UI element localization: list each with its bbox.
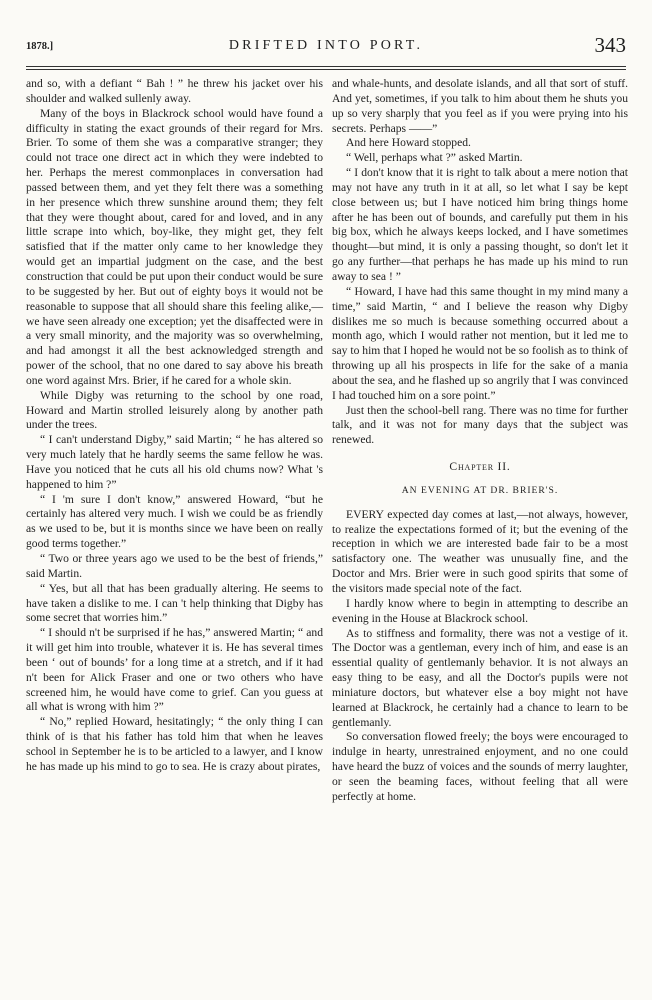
paragraph: I hardly know where to begin in attempting to describe an evening in the House at Blackrock school. <box>332 596 628 625</box>
paragraph: Many of the boys in Blackrock school would have found a difficulty in stating the exact grounds of their regard for Mrs. Brier. To some of them she was a comparative stranger; they could not trace one direct act in which they were indebted to her. Perhaps the merest commonplaces in conversation had passed between them, and yet they felt there was a something in her presence which threw sunshine around them; they felt that they were thought about, cared for and loved, and in any little scrape into which, boy-like, they might get, they felt satisfied that if the matter only came to her knowledge they would get an impartial judgment on the case, and the best construction that could be put upon their conduct would be sure to be suggested by her. But out of eighty boys it would not be reasonable to suppose that all should share this feeling alike,—we have seen already one exception; yet the disaffected were in a very small minority, and the majority was so overwhelming, and had amongst it all the best acknowledged strength and power of the school, that no one dared to say above his breath one word against Mrs. Brier, if he cared for a whole skin. <box>26 106 323 387</box>
paragraph: “ Howard, I have had this same thought in my mind many a time,” said Martin, “ and I believe the reason why Digby dislikes me so much is because something occurred about a month ago, which I would rather not mention, but it led me to say to him that I hoped he would not be so foolish as to think of throwing up all his prospects in life for the sake of a mania about the sea, and he flashed up so angrily that I was convinced I had touched him on a sore point.” <box>332 284 628 402</box>
paragraph: “ I should n't be surprised if he has,” answered Martin; “ and it will get him into trouble, whatever it is. He has several times been ‘ out of bounds’ for a long time at a stretch, and if it had n't been for Alick Fraser and one or two others who have screened him, he would have come to grief. Can you guess at all what is wrong with him ?” <box>26 626 323 714</box>
paragraph: “ Well, perhaps what ?” asked Martin. <box>346 151 523 165</box>
paragraph: As to stiffness and formality, there was not a vestige of it. The Doctor was a gentleman, every inch of him, and ease is an essential quality of gentlemanly behavior. It is not always an easy thing to be easy, and all the Doctor's pupils were not miniature doctors, but whatever else a boy might not have learned at Blackrock, he certainly had a chance to learn to be gentlemanly. <box>332 626 628 729</box>
running-title: DRIFTED INTO PORT. <box>228 38 424 53</box>
paragraph: and whale-hunts, and desolate islands, and all that sort of stuff. And yet, sometimes, if you talk to him about them he shuts you up so very sharply that you feel as if you were prying into his secrets. Perhaps ——” <box>332 77 628 135</box>
paragraph: “ No,” replied Howard, hesitatingly; “ the only thing I can think of is that his father has told him that when he leaves school in September he is to be articled to a lawyer, and I know he has made up his mind to go to sea. He is crazy about pirates, <box>26 715 323 773</box>
paragraph: “ I don't know that it is right to talk about a mere notion that may not have any truth in it at all, so let what I say be kept close between us; but I have noticed him bring things home after he has been out of bounds, and carefully put them in his big box, which he always keeps locked, and I have sometimes thought—but mind, it is only a passing thought, so don't let it go any further—that perhaps he has made up his mind to run away to sea ! ” <box>332 166 628 283</box>
paragraph: While Digby was returning to the school by one road, Howard and Martin strolled leisurely along by another path under the trees. <box>26 388 323 432</box>
paragraph: “ Yes, but all that has been gradually altering. He seems to have taken a dislike to me. I can 't help thinking that Digby has some secret that worries him.” <box>26 581 323 625</box>
paragraph: EVERY expected day comes at last,—not always, however, to realize the expectations formed of it; but the evening of the reception in which we are interested bade fair to be a most satisfactory one. The weather was unusually fine, and the Doctor and Mrs. Brier were in such good spirits that some of the visitors made special note of the fact. <box>332 507 628 595</box>
paragraph: Just then the school-bell rang. There was no time for further talk, and it was not for many days that the subject was renewed. <box>332 403 628 447</box>
paragraph: “ I can't understand Digby,” said Martin; “ he has altered so very much lately that he hardly seems the same fellow he was. Have you noticed that he cuts all his old chums now? What 's happened to him ?” <box>26 433 323 491</box>
paragraph: So conversation flowed freely; the boys were encouraged to indulge in hearty, unrestrained enjoyment, and no one could have heard the buzz of voices and the sounds of merry laughter, or seen the beaming faces, without feeling that all were perfectly at home. <box>332 730 628 803</box>
paragraph: “ I 'm sure I don't know,” answered Howard, “but he certainly has altered very much. I wish we could be as friendly as we used to be, but it is months since we have been on really good terms together.” <box>26 492 323 551</box>
left-column <box>26 77 323 775</box>
paragraph: and so, with a defiant “ Bah ! ” he threw his jacket over his shoulder and walked sullenly away. <box>26 77 323 105</box>
paragraph: And here Howard stopped. <box>346 136 471 150</box>
chapter-heading: Chapter II. <box>449 460 511 474</box>
page-header <box>26 33 626 58</box>
header-rule <box>26 66 626 70</box>
paragraph: “ Two or three years ago we used to be the best of friends,” said Martin. <box>26 552 323 580</box>
right-column <box>332 77 628 805</box>
chapter-subheading: AN EVENING AT DR. BRIER'S. <box>401 484 559 496</box>
page-number: 343 <box>594 33 626 57</box>
header-date: 1878.] <box>26 41 54 52</box>
